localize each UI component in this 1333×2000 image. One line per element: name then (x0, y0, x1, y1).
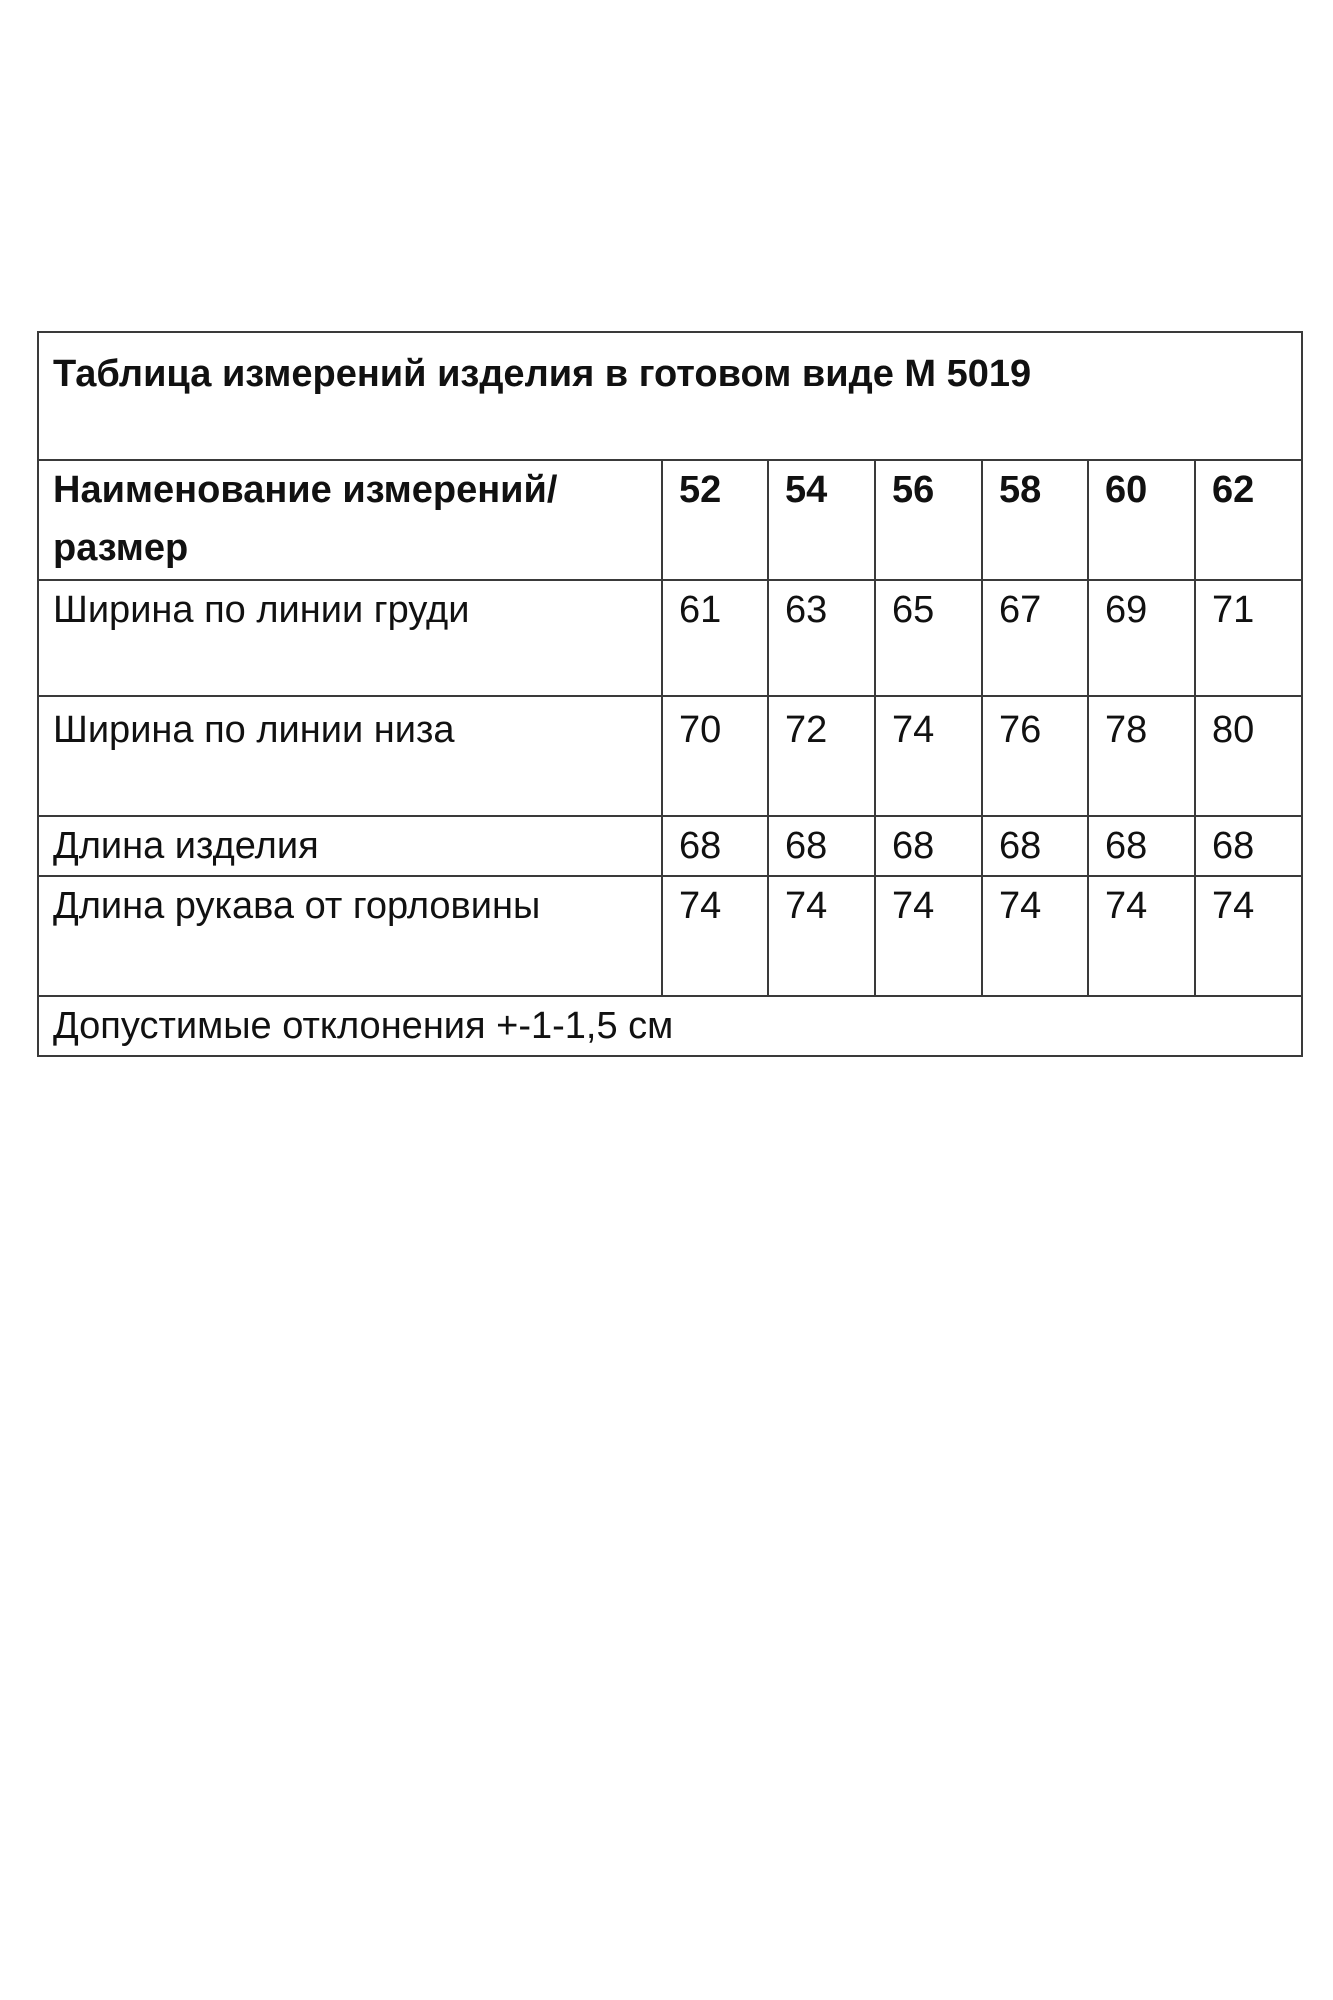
row-label: Ширина по линии груди (38, 580, 662, 696)
table-cell: 69 (1088, 580, 1195, 696)
header-size-54: 54 (768, 460, 875, 580)
table-cell: 68 (1088, 816, 1195, 876)
table-cell: 68 (1195, 816, 1302, 876)
table-cell: 72 (768, 696, 875, 816)
table-cell: 67 (982, 580, 1088, 696)
table-cell: 74 (768, 876, 875, 996)
table-cell: 74 (662, 876, 768, 996)
header-size-60: 60 (1088, 460, 1195, 580)
table-cell: 76 (982, 696, 1088, 816)
table-row (38, 816, 1302, 876)
table-row (38, 876, 1302, 996)
table-title: Таблица измерений изделия в готовом виде М 5019 (38, 332, 1302, 460)
header-size-58: 58 (982, 460, 1088, 580)
table-cell: 68 (982, 816, 1088, 876)
table-row (38, 580, 1302, 696)
row-label: Длина изделия (38, 816, 662, 876)
table-cell: 78 (1088, 696, 1195, 816)
table-cell: 74 (1195, 876, 1302, 996)
tolerance-note: Допустимые отклонения +-1-1,5 см (38, 996, 1302, 1056)
row-label: Длина рукава от горловины (38, 876, 662, 996)
row-label: Ширина по линии низа (38, 696, 662, 816)
table-cell: 68 (768, 816, 875, 876)
table-cell: 74 (875, 696, 982, 816)
measurement-table (37, 331, 1303, 1057)
table-cell: 74 (1088, 876, 1195, 996)
table-cell: 61 (662, 580, 768, 696)
table-cell: 74 (982, 876, 1088, 996)
header-size-56: 56 (875, 460, 982, 580)
header-name-cell: Наименование измерений/размер (38, 460, 662, 580)
table-cell: 70 (662, 696, 768, 816)
header-size-62: 62 (1195, 460, 1302, 580)
table-cell: 74 (875, 876, 982, 996)
table-cell: 80 (1195, 696, 1302, 816)
table-header-row (38, 460, 1302, 580)
table-cell: 71 (1195, 580, 1302, 696)
table-cell: 63 (768, 580, 875, 696)
header-size-52: 52 (662, 460, 768, 580)
table-row (38, 696, 1302, 816)
table-cell: 65 (875, 580, 982, 696)
table-cell: 68 (875, 816, 982, 876)
table-cell: 68 (662, 816, 768, 876)
